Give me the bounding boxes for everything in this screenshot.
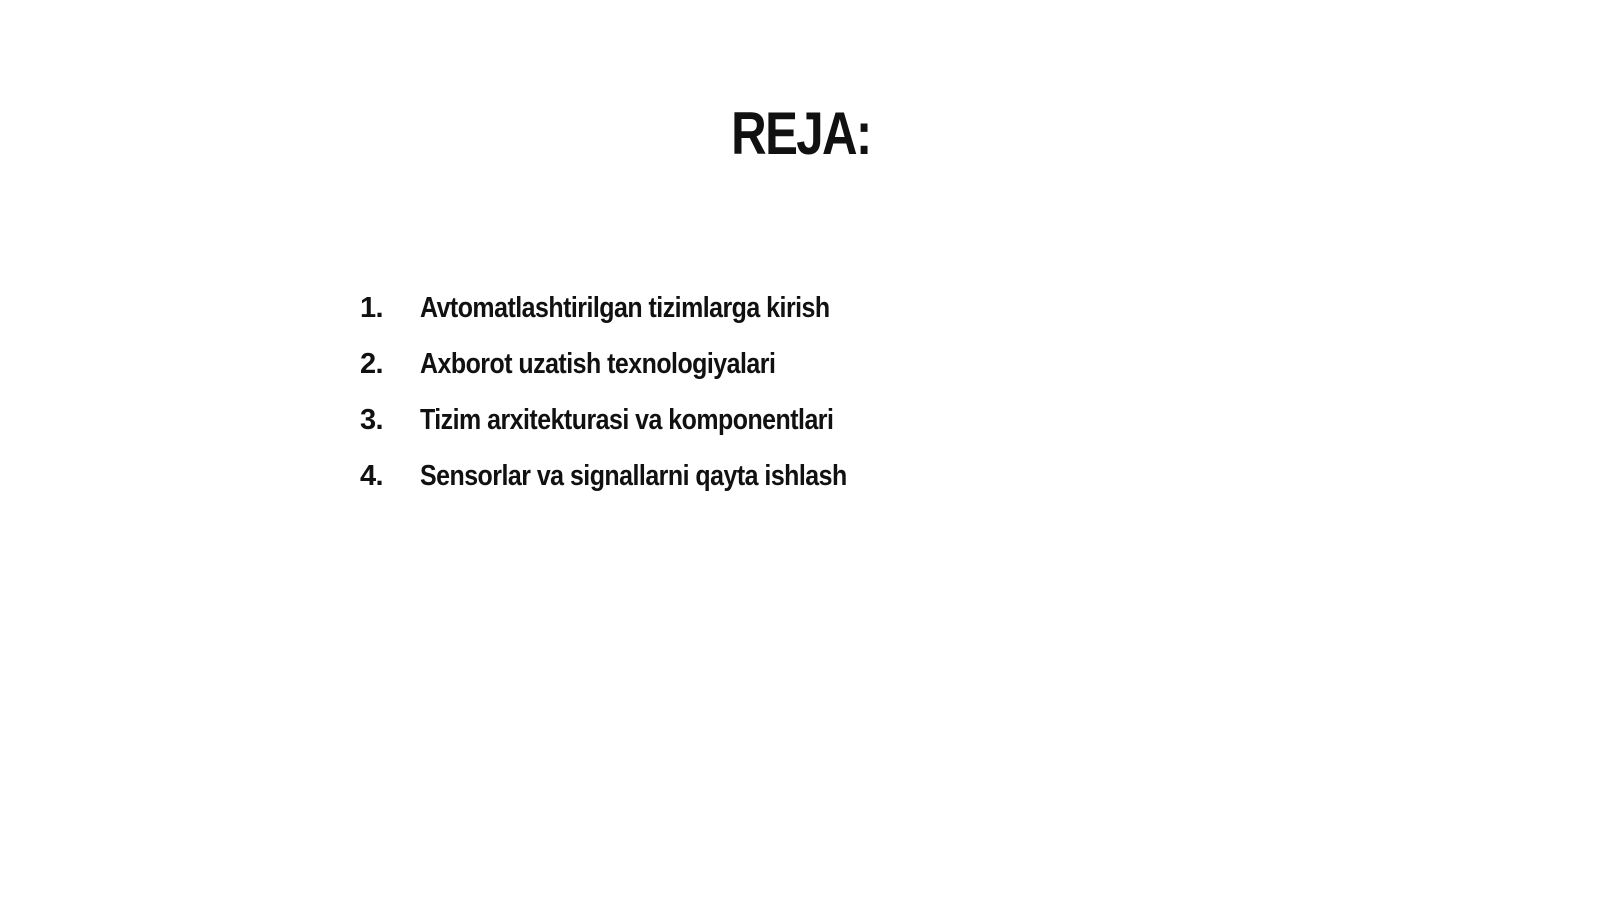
- plan-item-2: [360, 346, 916, 402]
- plan-item-4: [360, 458, 916, 514]
- plan-item-3: [360, 402, 916, 458]
- plan-item-1: [360, 290, 916, 346]
- plan-item-text: Sensorlar va signallarni qayta ishlash: [420, 460, 847, 492]
- plan-item-number: 1.: [360, 292, 383, 324]
- plan-item-number: 2.: [360, 348, 383, 380]
- plan-item-text: Axborot uzatish texnologiyalari: [420, 348, 776, 380]
- plan-list: [360, 290, 916, 514]
- slide-title: REJA:: [731, 100, 871, 167]
- plan-item-text: Avtomatlashtirilgan tizimlarga kirish: [420, 292, 830, 324]
- plan-item-text: Tizim arxitekturasi va komponentlari: [420, 404, 834, 436]
- plan-item-number: 4.: [360, 460, 383, 492]
- plan-item-number: 3.: [360, 404, 383, 436]
